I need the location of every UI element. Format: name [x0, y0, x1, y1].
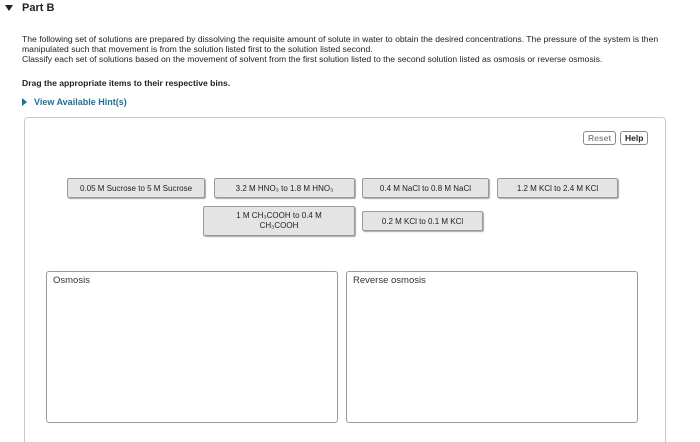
draggable-item[interactable]: 1 M CH₃COOH to 0.4 M CH₃COOH	[203, 206, 355, 236]
question-description	[22, 34, 692, 64]
bin-reverse-osmosis[interactable]	[346, 271, 638, 423]
bin-label: Osmosis	[53, 275, 90, 286]
draggable-item[interactable]: 3.2 M HNO₃ to 1.8 M HNO₃	[214, 178, 355, 198]
view-hints-link[interactable]	[22, 97, 127, 107]
draggable-item[interactable]: 0.4 M NaCl to 0.8 M NaCl	[362, 178, 489, 198]
description-line-1: The following set of solutions are prepared by dissolving the requisite amount of solute in water to obtain the desired concentrations. The pressure of the system is then manipulated such that movement is from the solution listed first to the solution listed second.	[22, 34, 659, 54]
part-header[interactable]	[0, 0, 700, 20]
description-line-2: Classify each set of solutions based on the movement of solvent from the first solution listed to the second solution listed as osmosis or reverse osmosis.	[22, 54, 603, 64]
draggable-item[interactable]: 1.2 M KCl to 2.4 M KCl	[497, 178, 618, 198]
view-hints-label: View Available Hint(s)	[34, 97, 127, 107]
reset-button[interactable]: Reset	[583, 131, 616, 145]
collapse-caret-icon[interactable]	[5, 5, 13, 11]
draggable-item[interactable]: 0.05 M Sucrose to 5 M Sucrose	[67, 178, 205, 198]
instruction: Drag the appropriate items to their respective bins.	[22, 78, 231, 88]
draggable-item[interactable]: 0.2 M KCl to 0.1 M KCl	[362, 211, 483, 231]
part-title: Part B	[22, 2, 55, 14]
bin-osmosis[interactable]	[46, 271, 338, 423]
help-button[interactable]: Help	[620, 131, 648, 145]
bin-label: Reverse osmosis	[353, 275, 426, 286]
triangle-right-icon	[22, 98, 27, 106]
